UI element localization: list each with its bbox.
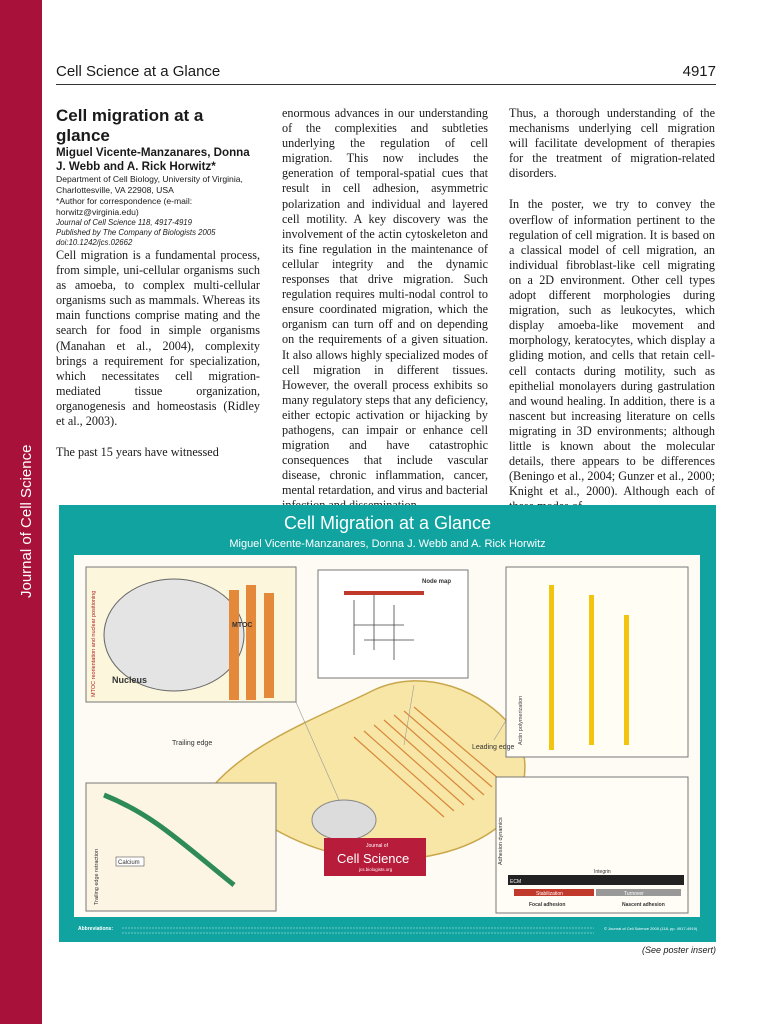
journal-ref: Journal of Cell Science 118, 4917-4919 bbox=[56, 218, 192, 227]
logo-cell-science: Cell Science bbox=[337, 851, 410, 866]
doi: doi:10.1242/jcs.02662 bbox=[56, 238, 133, 247]
membrane-strip bbox=[344, 591, 424, 595]
poster-title: Cell Migration at a Glance bbox=[283, 513, 492, 533]
affiliation-block bbox=[56, 174, 260, 218]
poster-authors: Miguel Vicente-Manzanares, Donna J. Webb and A. Rick Horwitz bbox=[229, 538, 546, 550]
sidebar-journal-name: Journal of Cell Science bbox=[18, 444, 35, 598]
header-rule bbox=[56, 84, 716, 85]
label-stabilization: Stabilization bbox=[536, 891, 563, 897]
poster-footer bbox=[74, 920, 700, 938]
body-paragraph: Thus, a thorough understanding of the mechanisms underlying cell migration will facilitate development of therapies for the treatment of migration-related disorders. bbox=[509, 106, 715, 181]
correspondence: *Author for correspondence (e-mail: horwitz@virginia.edu) bbox=[56, 196, 193, 217]
label-turnover: Turnover bbox=[624, 891, 644, 897]
ecm-band bbox=[508, 875, 684, 885]
label-ecm: ECM bbox=[510, 879, 522, 885]
mtoc-fibers bbox=[229, 585, 274, 700]
article-title: Cell migration at a glance bbox=[56, 106, 204, 145]
column-2 bbox=[282, 106, 488, 514]
node-map-panel bbox=[318, 570, 468, 678]
label-trailing-panel: Trailing edge retraction bbox=[94, 848, 100, 905]
label-node-map: Node map bbox=[422, 579, 452, 585]
body-paragraph: The past 15 years have witnessed bbox=[56, 445, 219, 460]
body-paragraph: In the poster, we try to convey the overflow of information pertinent to the regulation of cell migration. It is based on a classical model of cell migration, an individual fibroblast-like cell migrating on a 2D environment. Other cell types adopt different morphologies during migration, such as leukocytes, which display amoeba-like movement and morphology, keratocytes, which display a gliding motion, and cells that retain cell-cell contacts during motility, such as epithelial monolayers during gastrulation and wound healing. In addition, there is a nascent but increasing literature on cells migrating in 3D environments; although little is known about the molecular details, there appears to be differences (Beningo et al., 2004; Gunzer et al., 2000; Knight et al., 2000). Although each of bbox=[509, 197, 715, 499]
running-title: Cell Science at a Glance bbox=[56, 63, 221, 80]
journal-info bbox=[56, 218, 260, 248]
poster-artwork bbox=[74, 555, 700, 917]
affiliation: Department of Cell Biology, University of Virginia, Charlottesville, VA 22908, USA bbox=[56, 174, 243, 195]
label-leading-edge: Leading edge bbox=[472, 744, 515, 751]
label-adhesion-panel: Adhesion dynamics bbox=[498, 817, 504, 865]
page-number: 4917 bbox=[682, 63, 716, 80]
label-mtoc-panel: MTOC reorientation and nuclear positioning bbox=[91, 590, 97, 697]
article-authors: Miguel Vicente-Manzanares, Donna J. Webb and A. Rick Horwitz* bbox=[56, 146, 250, 173]
body-paragraph: Cell migration is a fundamental process, from simple, uni-cellular organisms such as amoeba, to complex multi-cellular organisms such as mammals. Whereas its main functions comprise mating and the search for food in simple organisms (Manahan et al., 2004), complexity brings a requirement for specialization, which necessitates cell migration-mediated tissue organization, organogenesis and homeostasis (Ridley et al., 2003). bbox=[56, 248, 260, 429]
label-focal-adhesion: Focal adhesion bbox=[529, 902, 566, 908]
label-integrin: Integrin bbox=[594, 869, 611, 875]
see-poster-note: (See poster insert) bbox=[641, 945, 716, 955]
logo-journal-of: Journal of bbox=[366, 843, 388, 849]
label-calcium: Calcium bbox=[118, 860, 140, 866]
body-paragraph: enormous advances in our understanding of the complexities and subtleties underlying the regulation of cell migration. This now includes the generation of temporal-spatial cues that result in cell adhesion, asymmetric polarization and individual and layered cell motility. A key discovery was the involvement of the actin cytoskeleton and its fine regulation in the maintenance of cellular integrity and the dynamic responses that drive migration. Such regulation requires multi-nodal control to ensure coordinated migration, which the organism can turn off and on depending on the requirements of a given situation. It also allows highly specialized modes of cell migration in different tissues. However, the overall process exhibits so many regulatory steps that any deficiency, either ectopic activation or hijacking by pathogens, can impair or enhance cell migration and have catastrophic consequences that include vascular disease, chronic inflammation, cancer, mental retardation, and virus and bacterial bbox=[282, 106, 488, 498]
label-nascent-adhesion: Nascent adhesion bbox=[622, 902, 665, 908]
abbreviations-label: Abbreviations: bbox=[78, 926, 114, 932]
running-header bbox=[56, 63, 716, 80]
poster-figure bbox=[59, 505, 716, 942]
journal-sidebar bbox=[0, 0, 42, 1024]
label-trailing-edge: Trailing edge bbox=[172, 740, 213, 747]
publisher: Published by The Company of Biologists 2005 bbox=[56, 228, 216, 237]
cell-nucleus bbox=[312, 800, 376, 840]
label-actin-panel: Actin polymerization bbox=[518, 695, 524, 745]
poster-copyright: © Journal of Cell Science 2005 (118, pp. 4917-4919) bbox=[604, 926, 698, 931]
logo-url: jcs.biologists.org bbox=[359, 867, 393, 872]
label-mtoc: MTOC bbox=[232, 622, 253, 629]
actin-panel bbox=[506, 567, 688, 757]
column-1 bbox=[56, 106, 260, 460]
column-3 bbox=[509, 106, 715, 514]
label-nucleus: Nucleus bbox=[112, 675, 148, 685]
